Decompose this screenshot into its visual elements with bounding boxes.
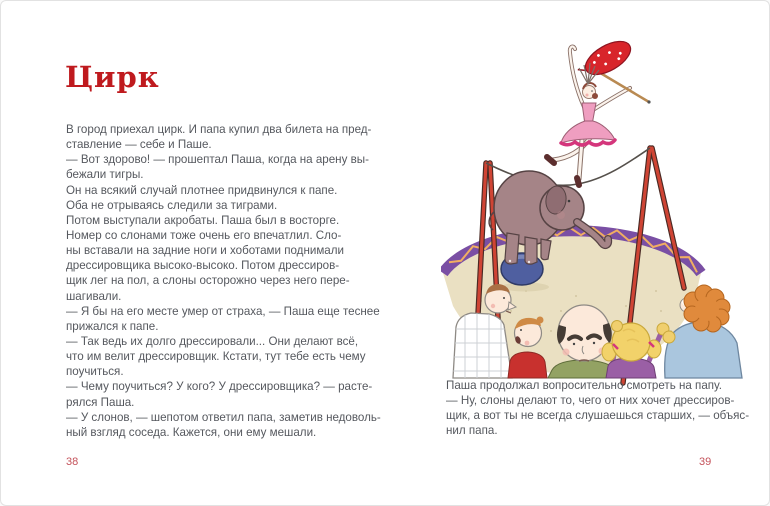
page-number-left: 38 — [66, 456, 79, 468]
text-line: — У слонов, — шепотом ответил папа, заметив недоволь- — [66, 410, 381, 424]
ballet-shoe — [577, 178, 579, 185]
girl-hand — [612, 321, 623, 332]
right-page-text — [446, 378, 756, 439]
text-line: щик, а вот ты не всегда слушаешься старших, — объяс- — [446, 409, 750, 423]
text-line: шагивали. — [66, 289, 122, 303]
text-line: — Ну, слоны делают то, чего от них хочет дрессиров- — [446, 394, 735, 408]
page-number-right: 39 — [699, 456, 712, 468]
text-line: что им велит дрессировщик. Кстати, тут тебе есть чему — [66, 350, 366, 364]
parasol — [574, 35, 636, 85]
text-line: Паша продолжал вопросительно смотреть на папу. — [446, 379, 722, 392]
text-line: — Я бы на его месте умер от страха, — Паша еще теснее — [66, 304, 380, 318]
spectator-blonde-girl — [602, 321, 669, 379]
text-line: ный взгляд соседа. Кажется, они ему мешали. — [66, 425, 317, 439]
text-line: — Вот здорово! — прошептал Паша, когда на арену вы- — [66, 153, 369, 167]
circus-illustration — [441, 11, 770, 401]
text-line: нил папа. — [446, 424, 498, 438]
chapter-title: Цирк — [65, 60, 160, 95]
text-line: бежали тигры. — [66, 168, 144, 182]
text-line: Оба не отрываясь следили за тиграми. — [66, 198, 278, 212]
text-line: ставление — себе и Паше. — [66, 138, 212, 152]
text-line: ны вставали на задние ноги и хоботами поднимали — [66, 244, 344, 258]
elephant-leg — [505, 233, 519, 264]
text-line: поучиться. — [66, 365, 124, 379]
text-line: Номер со слонами тоже очень его впечатлил. Сло- — [66, 228, 342, 242]
text-line: В город приехал цирк. И папа купил два билета на пред- — [66, 123, 372, 136]
tightrope-walker — [547, 35, 651, 185]
text-line: Потом выступали акробаты. Паша был в восторге. — [66, 213, 340, 227]
text-line: рялся Паша. — [66, 395, 135, 409]
left-page-text — [66, 122, 381, 440]
elephant-eye — [568, 200, 571, 203]
text-line: — Чему поучиться? У кого? У дрессировщика? — расте- — [66, 380, 373, 394]
text-line: — Так ведь их долго дрессировали... Они делают всё, — [66, 334, 359, 348]
text-line: дрессировщика высоко-высоко. Потом дрессиров- — [66, 259, 340, 273]
text-line: прижался к папе. — [66, 319, 159, 333]
hand — [663, 331, 675, 343]
text-line: щик лег на пол, а слоны осторожно через него пере- — [66, 274, 350, 288]
text-line: Он на всякий случай плотнее придвинулся к папе. — [66, 183, 338, 197]
elephant-leg — [525, 237, 537, 264]
